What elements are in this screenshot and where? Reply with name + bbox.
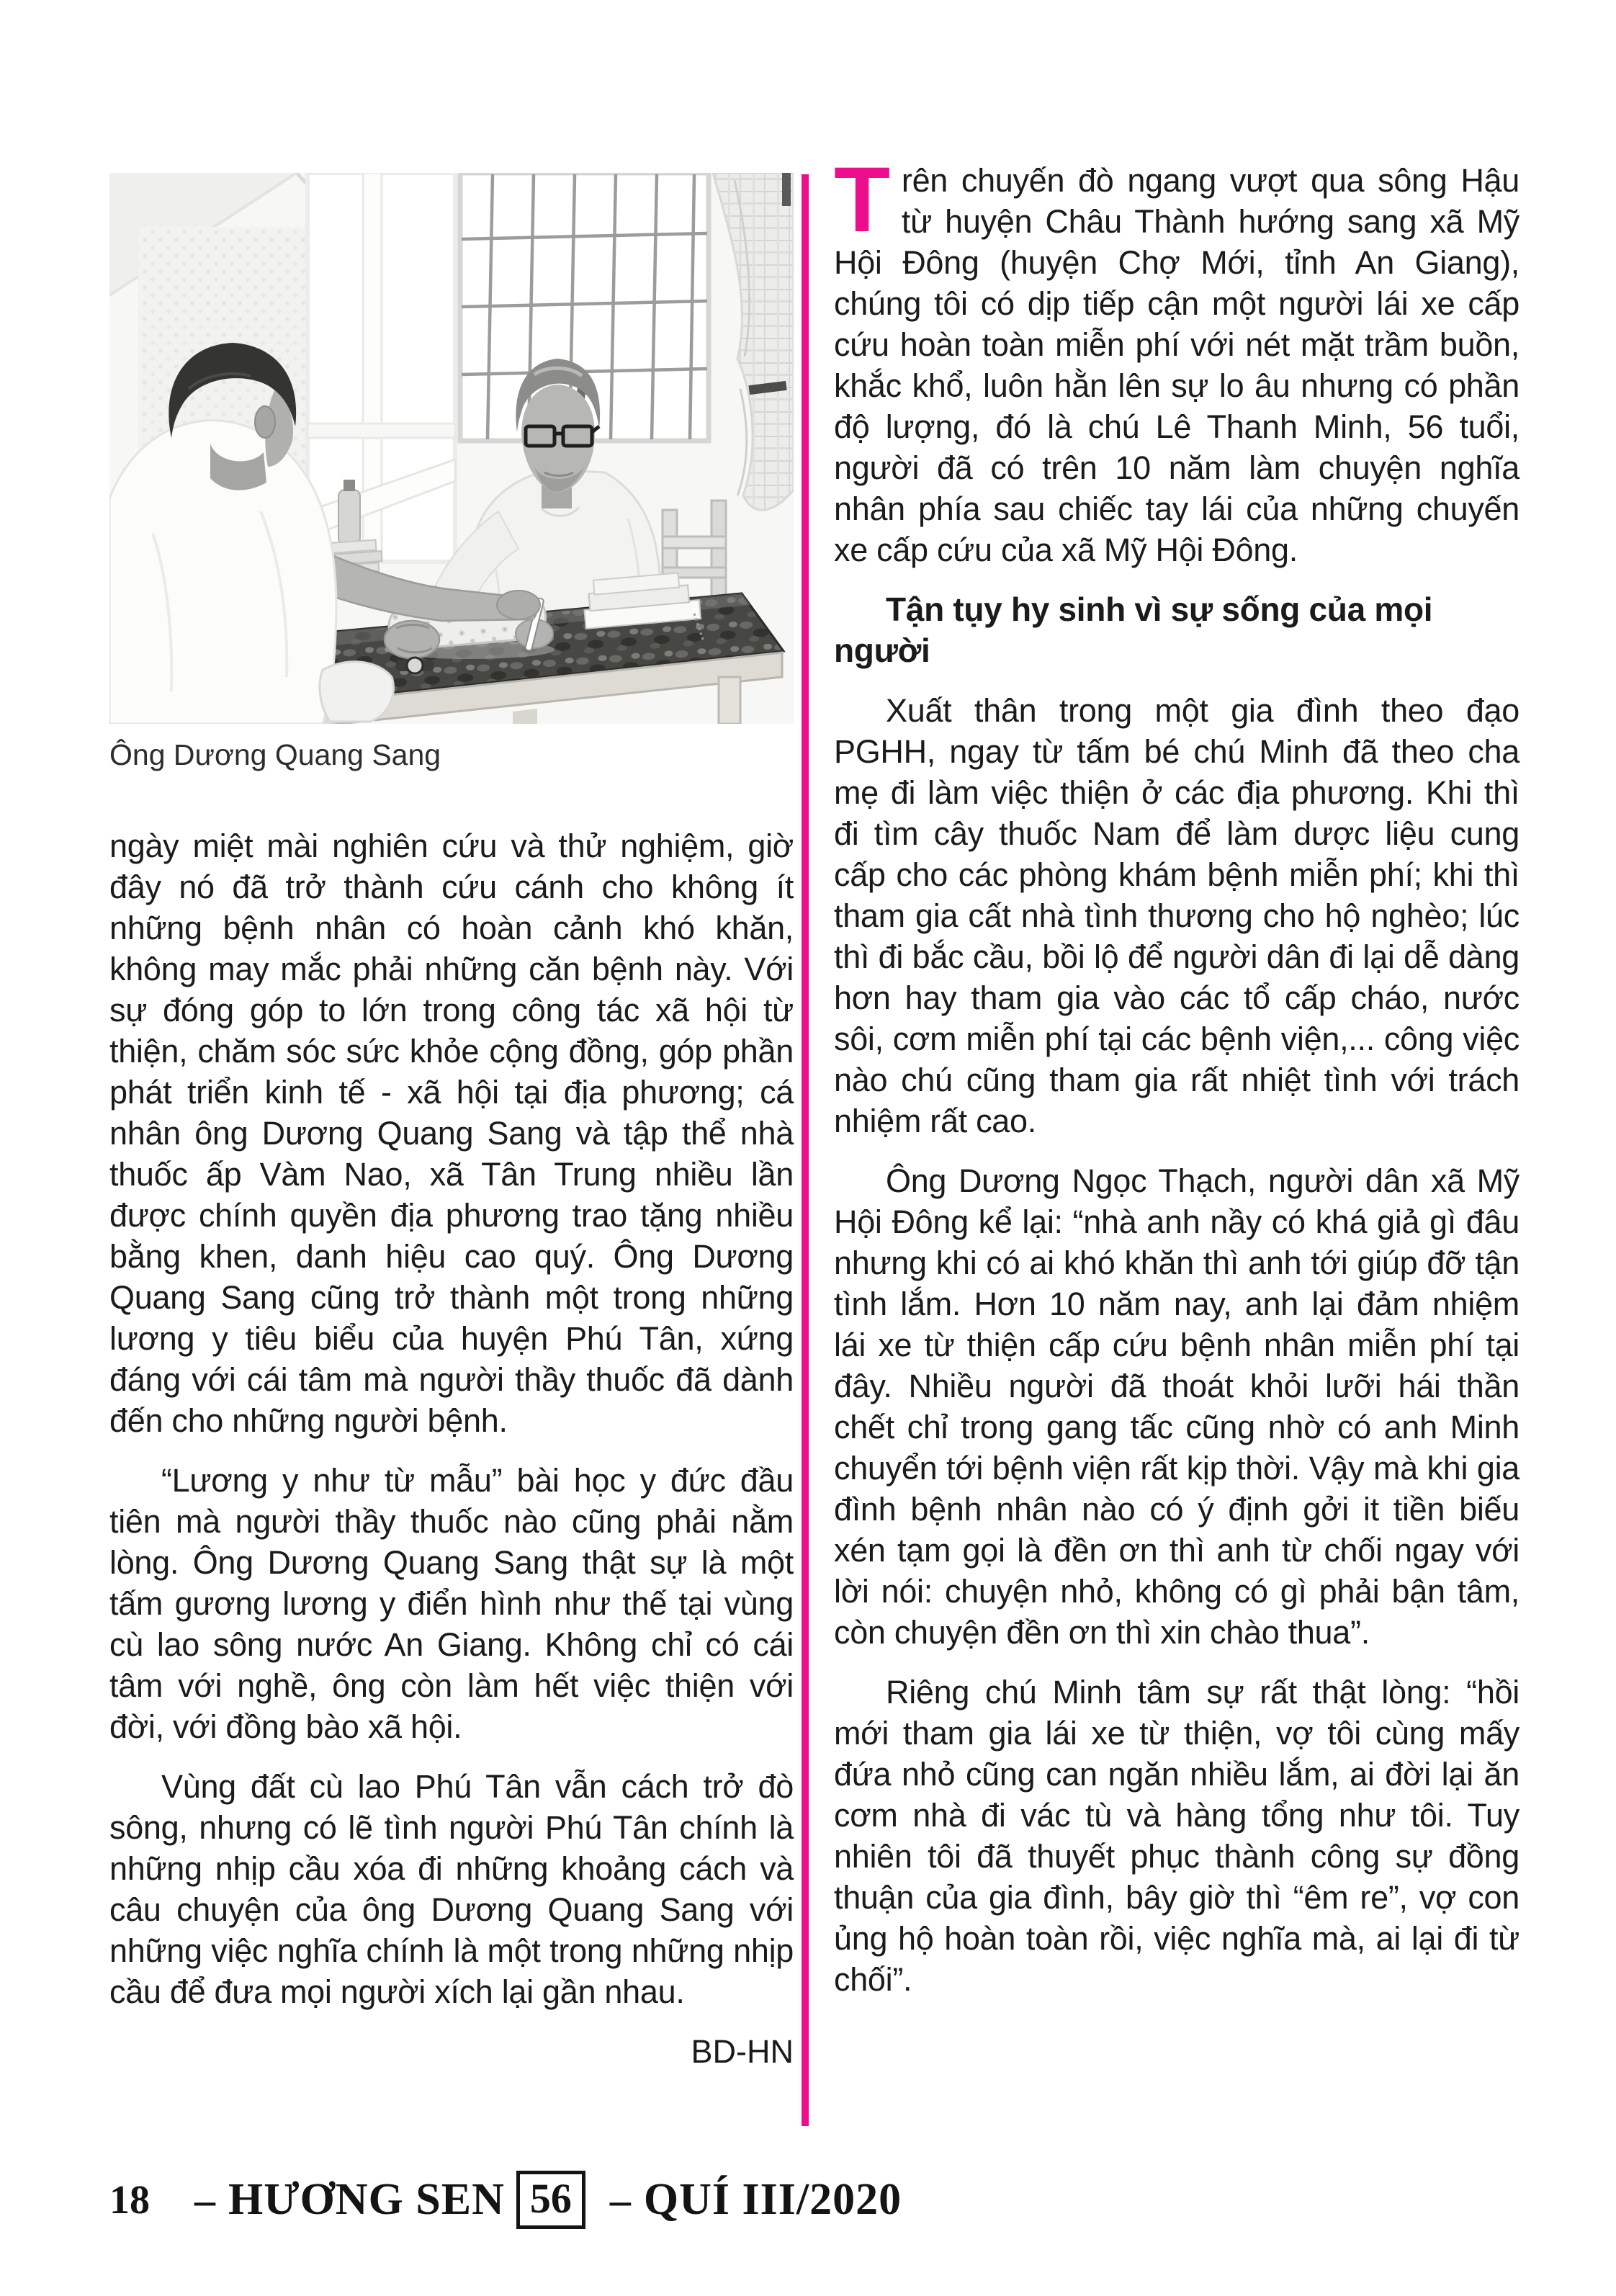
article-photo (109, 173, 794, 724)
issue-period: QUÍ III/2020 (643, 2175, 902, 2224)
footer-dash: – (609, 2176, 631, 2223)
magazine-name: HƯƠNG SEN (228, 2175, 505, 2224)
body-paragraph: Vùng đất cù lao Phú Tân vẫn cách trở đò sông, nhưng có lẽ tình người Phú Tân chính là những nhịp cầu xóa đi những khoảng cách và câu chuyện của ông Dương Quang Sang với những việc nghĩa chính là một trong những nhịp cầu để đưa mọi người xích lại gần nhau. (109, 1768, 794, 2010)
body-paragraph: Riêng chú Minh tâm sự rất thật lòng: “hồi mới tham gia lái xe từ thiện, vợ tôi cùng mấy đứa nhỏ cũng can ngăn nhiều lắm, ai đời lại ăn cơm nhà đi vác tù và hàng tổng như tôi. Tuy nhiên tôi đã thuyết phục thành công sự đồng thuận của gia đình, bây giờ thì “êm re”, vợ con ủng hộ hoàn toàn rồi, việc nghĩa mà, ai lại đi từ chối”. (834, 1674, 1520, 1998)
photo-illustration (109, 173, 794, 724)
drop-cap: T (834, 148, 890, 251)
page-number: 18 (109, 2177, 150, 2223)
footer-dash: – (194, 2176, 215, 2223)
section-heading: Tận tụy hy sinh vì sự sống của mọi người (834, 591, 1433, 669)
body-paragraph: ngày miệt mài nghiên cứu và thử nghiệm, giờ đây nó đã trở thành cứu cánh cho không ít những bệnh nhân có hoàn cảnh khó khăn, không may mắc phải những căn bệnh này. Với sự đóng góp to lớn trong công tác xã hội từ thiện, chăm sóc sức khỏe cộng đồng, góp phần phát triển kinh tế - xã hội tại địa phương; cá nhân ông Dương Quang Sang và tập thể nhà thuốc ấp Vàm Nao, xã Tân Trung nhiều lần được chính quyền địa phương trao tặng nhiều bằng khen, danh hiệu cao quý. Ông Dương Quang Sang cũng trở thành một trong những lương y tiêu biểu của huyện Phú Tân, xứng đáng với cái tâm mà người thầy thuốc đã dành đến cho những người bệnh. (109, 828, 794, 1439)
body-paragraph: Ông Dương Ngọc Thạch, người dân xã Mỹ Hội Đông kể lại: “nhà anh nầy có khá giả gì đâu nhưng khi có ai khó khăn thì anh tới giúp đỡ tận tình lắm. Hơn 10 năm nay, anh lại đảm nhiệm lái xe từ thiện cấp cứu bệnh nhân miễn phí tại đây. Nhiều người đã thoát khỏi lưỡi hái thần chết chỉ trong gang tấc cũng nhờ có anh Minh chuyển tới bệnh viện rất kịp thời. Vậy mà khi gia đình bệnh nhân nào có ý định gởi it tiền biếu xén tạm gọi là đền ơn thì anh từ chối ngay với lời nói: chuyện nhỏ, không có gì phải bận tâm, còn chuyện đền ơn thì xin chào thua”. (834, 1162, 1520, 1651)
lead-text: rên chuyến đò ngang vượt qua sông Hậu từ huyện Châu Thành hướng sang xã Mỹ Hội Đông (huyện Chợ Mới, tỉnh An Giang), chúng tôi có dịp tiếp cận một người lái xe cấp cứu hoàn toàn miễn phí với nét mặt trầm buồn, khắc khổ, luôn hằn lên sự lo âu nhưng có phần độ lượng, đó là chú Lê Thanh Minh, 56 tuổi, người đã có trên 10 năm làm chuyện nghĩa nhân phía sau chiếc tay lái của những chuyến xe cấp cứu của xã Mỹ Hội Đông. (834, 162, 1520, 568)
column-divider (802, 174, 809, 2126)
right-column (834, 148, 1520, 2019)
page-footer (109, 2171, 902, 2229)
body-paragraph: Xuất thân trong một gia đình theo đạo PGHH, ngay từ tấm bé chú Minh đã theo cha mẹ đi làm việc thiện ở các địa phương. Khi thì đi tìm cây thuốc Nam để làm dược liệu cung cấp cho các phòng khám bệnh miễn phí; khi thì tham gia cất nhà tình thương cho hộ nghèo; lúc thì đi bắc cầu, bồi lộ để người dân đi lại dễ dàng hơn hay tham gia vào các tổ cấp cháo, nước sôi, cơm miễn phí tại các bệnh viện,... công việc nào chú cũng tham gia rất nhiệt tình với trách nhiệm rất cao. (834, 692, 1520, 1139)
byline: BD-HN (691, 2033, 794, 2070)
left-column (109, 825, 794, 2072)
photo-caption: Ông Dương Quang Sang (109, 738, 441, 771)
body-paragraph: “Lương y như từ mẫu” bài học y đức đầu tiên mà người thầy thuốc nào cũng phải nằm lòng. Ông Dương Quang Sang thật sự là một tấm gương lương y điển hình như thế tại vùng cù lao sông nước An Giang. Không chỉ có cái tâm với nghề, ông còn làm hết việc thiện với đời, với đồng bào xã hội. (109, 1462, 794, 1745)
lead-paragraph (834, 148, 1520, 570)
issue-number: 56 (516, 2171, 585, 2229)
